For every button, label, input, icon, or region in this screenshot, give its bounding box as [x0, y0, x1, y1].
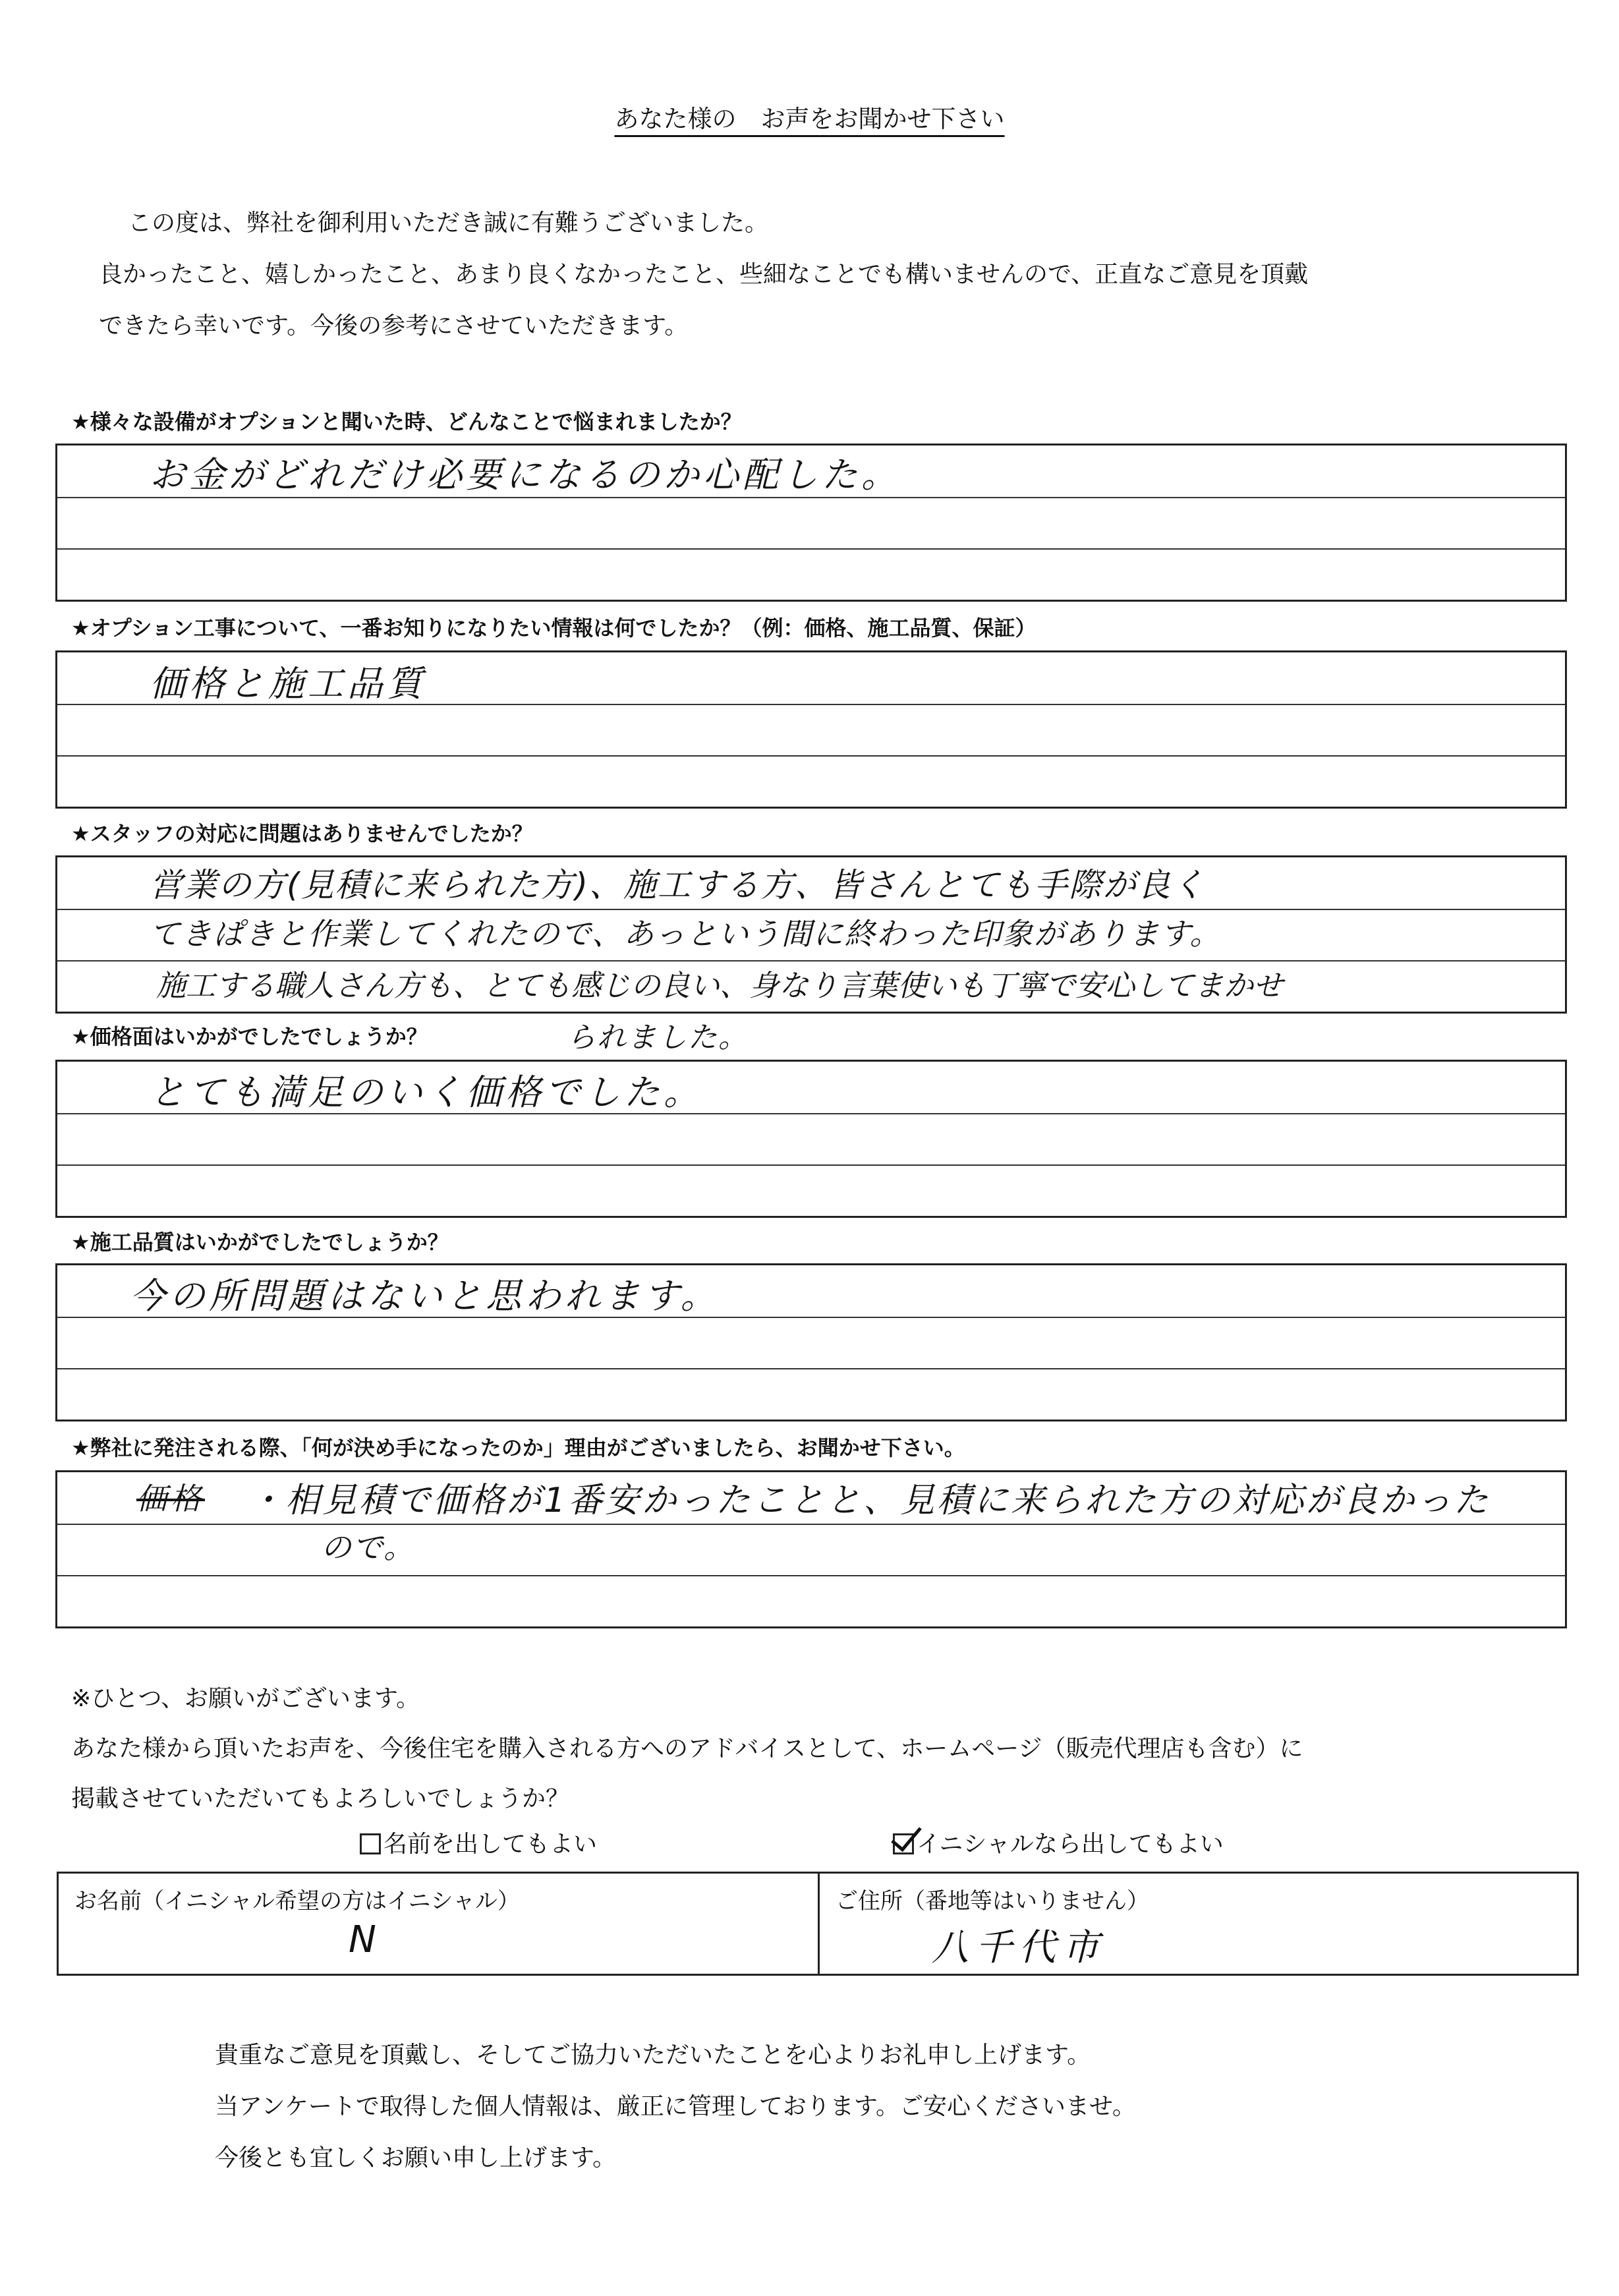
question-6-struck-text: 価格: [136, 1481, 205, 1516]
question-5-answer-box[interactable]: [55, 1263, 1567, 1421]
question-2-answer-line-1: 価格と施工品質: [150, 663, 426, 704]
question-1-label: ★様々な設備がオプションと聞いた時、どんなことで悩まれましたか？: [71, 409, 742, 434]
initial-ok-checkbox[interactable]: [893, 1833, 914, 1854]
question-2-answer-box[interactable]: [55, 650, 1567, 809]
option-initial-ok[interactable]: [893, 1825, 1224, 1859]
option-name-ok[interactable]: [360, 1825, 597, 1859]
question-3-answer-line-1: 営業の方(見積に来られた方)、施工する方、皆さんとても手際が良く: [150, 866, 1207, 904]
request-line-3: 掲載させていただいてもよろしいでしょうか？: [71, 1785, 570, 1812]
question-6-label: ★弊社に発注される際、「何が決め手になったのか」理由がございましたら、お聞かせ下さい。: [71, 1435, 965, 1460]
question-1-answer-box[interactable]: [55, 444, 1567, 602]
address-label: ご住所（番地等はいりません）: [836, 1888, 1149, 1914]
closing-line-2: 当アンケートで取得した個人情報は、厳正に管理しております。ご安心くださいませ。: [215, 2093, 1136, 2120]
question-3-answer-line-4: られました。: [567, 1021, 749, 1054]
name-value: N: [349, 1918, 383, 1961]
request-line-1: ※ひとつ、お願いがございます。: [71, 1685, 420, 1712]
question-5-label: ★施工品質はいかがでしたでしょうか？: [71, 1230, 449, 1255]
request-note: [71, 1674, 1560, 1824]
closing-line-1: 貴重なご意見を頂戴し、そしてご協力いただいたことを心よりお礼申し上げます。: [215, 2042, 1091, 2069]
name-cell[interactable]: [59, 1874, 820, 1974]
address-cell[interactable]: [820, 1874, 1577, 1974]
publish-options: [0, 1825, 1619, 1865]
question-3-answer-box[interactable]: [55, 855, 1567, 1014]
personal-info-table: [57, 1872, 1579, 1976]
closing-text: [215, 2030, 1136, 2184]
question-5-answer-line-1: 今の所問題はないと思われます。: [130, 1275, 720, 1317]
question-3-label: ★スタッフの対応に問題はありませんでしたか？: [71, 821, 533, 846]
option-initial-ok-label: イニシャルなら出してもよい: [917, 1831, 1224, 1858]
intro-line-2: 良かったこと、嬉しかったこと、あまり良くなかったこと、些細なことでも構いませんので、正直なご意見を頂戴: [99, 261, 1309, 288]
question-1-answer-line-1: お金がどれだけ必要になるのか心配した。: [150, 454, 901, 496]
question-2-label: ★オプション工事について、一番お知りになりたい情報は何でしたか？（例：価格、施工品質、保証）: [71, 616, 1037, 641]
question-6-answer-box[interactable]: [55, 1470, 1567, 1628]
intro-text: [99, 198, 1568, 352]
address-value: 八千代市: [932, 1926, 1106, 1969]
request-line-2: あなた様から頂いたお声を、今後住宅を購入される方へのアドバイスとして、ホームページ（販売代理店も含む）に: [71, 1735, 1303, 1762]
intro-line-3: できたら幸いです。今後の参考にさせていただきます。: [99, 312, 689, 339]
question-4-answer-line-1: とても満足のいく価格でした。: [150, 1072, 703, 1113]
option-name-ok-label: 名前を出してもよい: [383, 1831, 598, 1858]
question-3-answer-line-3: 施工する職人さん方も、とても感じの良い、身なり言葉使いも丁寧で安心してまかせ: [156, 968, 1284, 1003]
question-4-answer-box[interactable]: [55, 1060, 1567, 1218]
question-6-answer-line-1: ・相見積で価格が1番安かったことと、見積に来られた方の対応が良かった: [248, 1481, 1491, 1520]
intro-line-1: この度は、弊社を御利用いただき誠に有難うございました。: [128, 210, 769, 237]
name-ok-checkbox[interactable]: [360, 1833, 381, 1854]
closing-line-3: 今後とも宜しくお願い申し上げます。: [215, 2144, 617, 2171]
page-title: あなた様の お声をお聞かせ下さい: [614, 105, 1005, 133]
question-6-answer-line-2: ので。: [321, 1530, 416, 1565]
name-label: お名前（イニシャル希望の方はイニシャル）: [74, 1888, 520, 1914]
question-3-answer-line-2: てきぱきと作業してくれたので、あっという間に終わった印象があります。: [150, 916, 1222, 952]
question-4-label: ★価格面はいかがでしたでしょうか？: [71, 1024, 428, 1049]
